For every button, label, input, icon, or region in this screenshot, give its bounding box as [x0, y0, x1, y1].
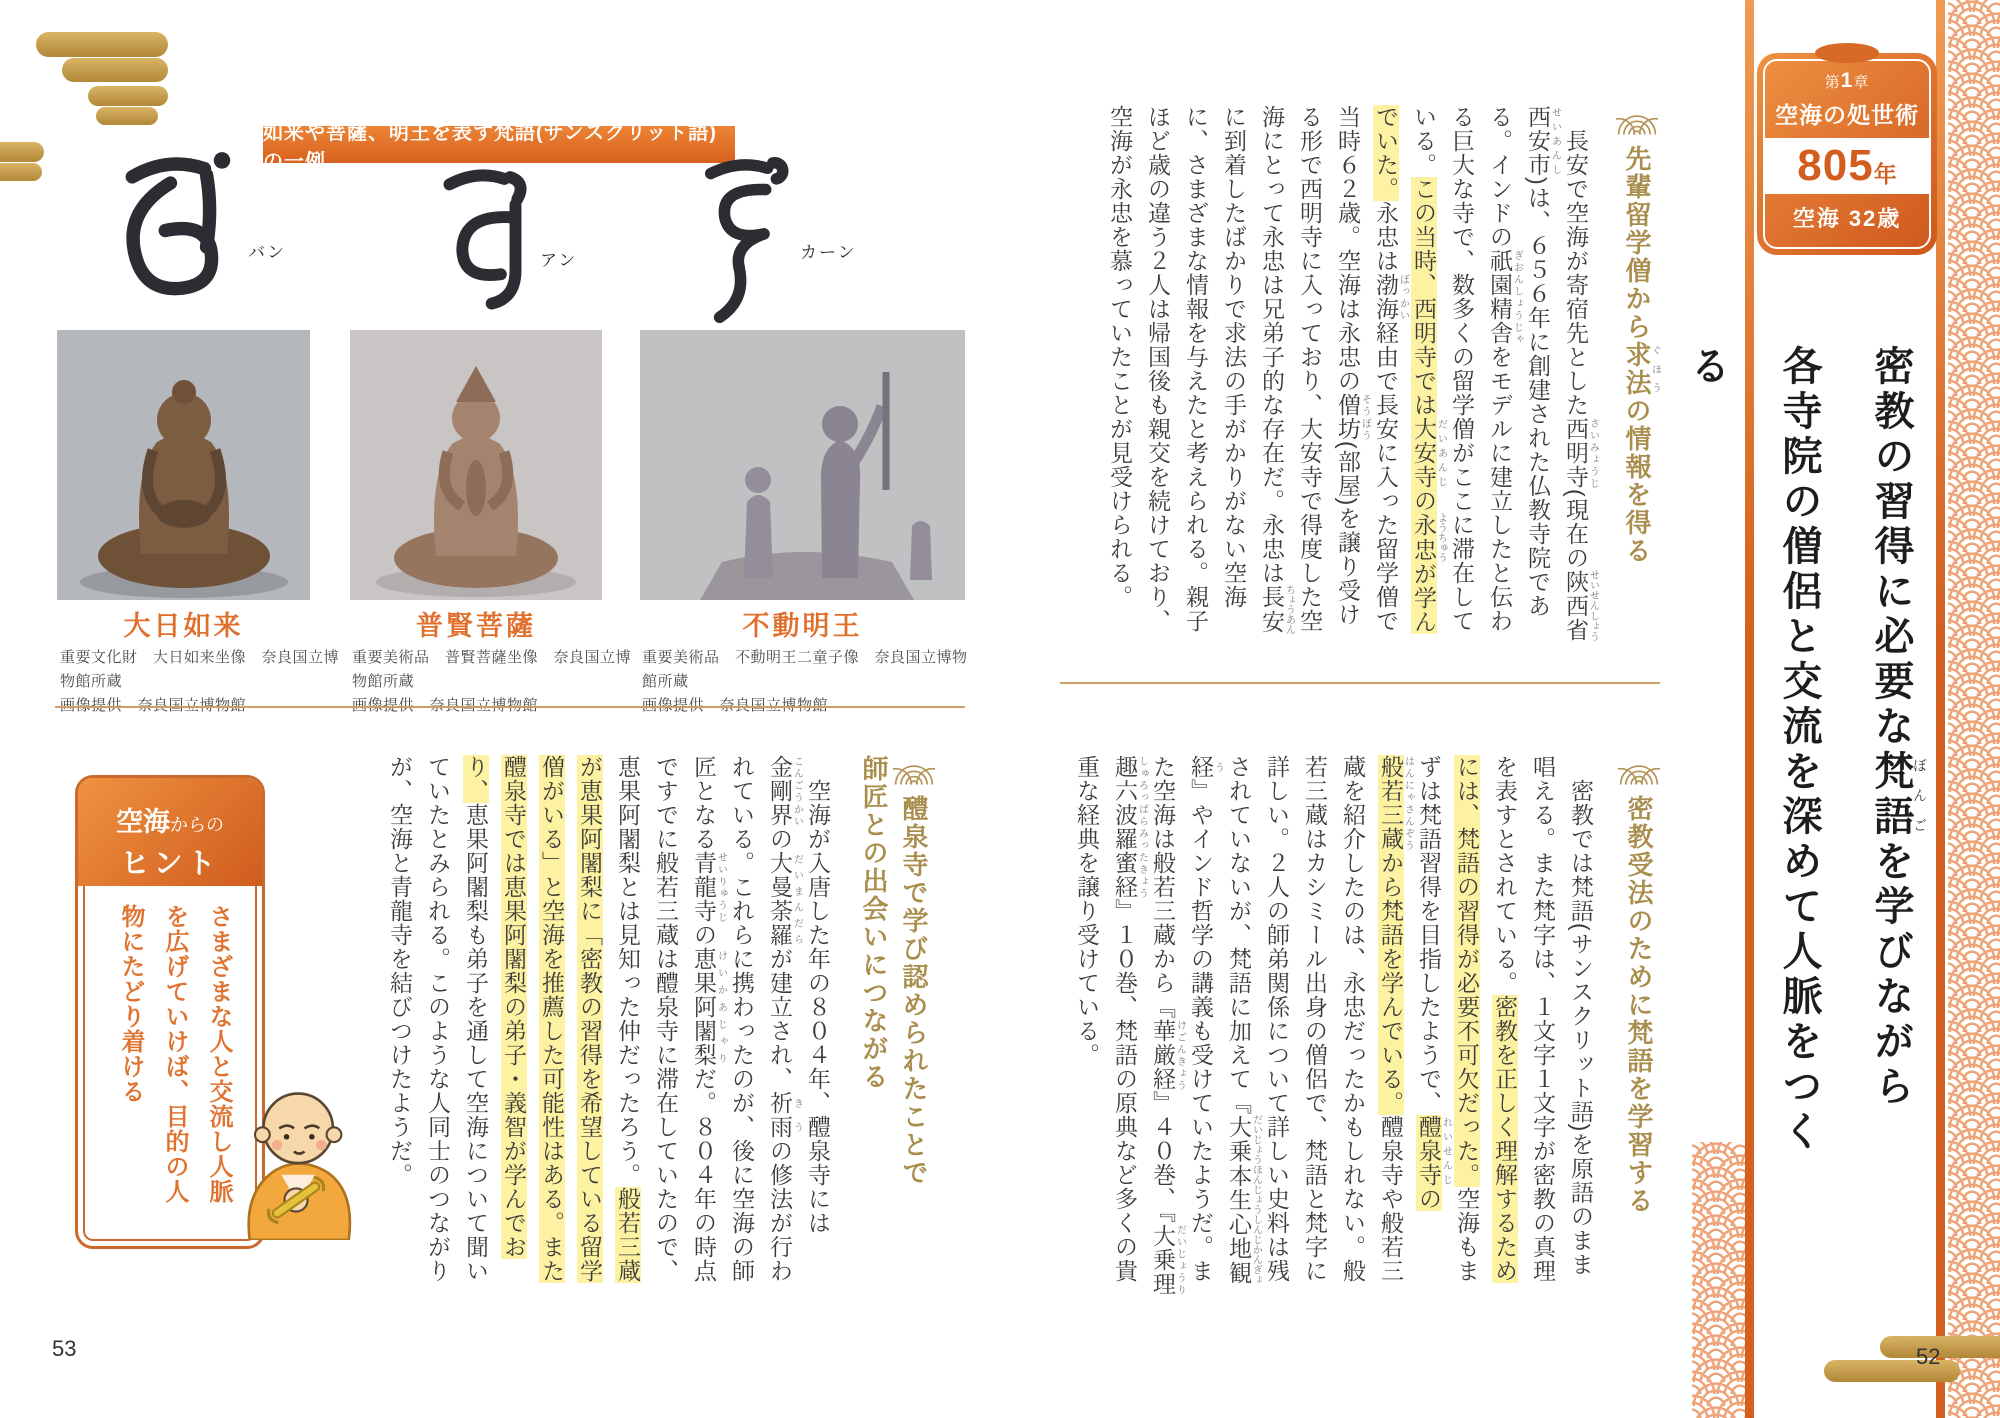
- siddham-character-van: [105, 148, 240, 313]
- section-heading: 密教受法のために梵語を学習する: [1618, 755, 1660, 1300]
- vertical-accent-bar: [1936, 0, 1945, 1418]
- siddham-character-kan: [693, 142, 795, 340]
- fudo-statue-figure: [640, 330, 965, 600]
- hint-title-line2: ヒント: [120, 848, 220, 880]
- seigaiha-wave-icon: [893, 755, 935, 785]
- hint-title-main: 空海: [116, 807, 170, 837]
- chapter-label: 第1章: [1824, 69, 1870, 92]
- statue-name-fudo: 不動明王: [742, 611, 863, 641]
- page-number-left: 53: [52, 1336, 77, 1361]
- monk-illustration: [225, 1082, 365, 1240]
- siddham-character-an: [433, 156, 543, 321]
- statue-photo-fugen-bosatsu: [350, 330, 602, 600]
- statue-name-dainichi: 大日如来: [123, 611, 244, 641]
- hint-message: さまざまな人と交流し人脈を広げていけば、目的の人物にたどり着ける: [117, 904, 232, 1204]
- siddham-reading-label: カーン: [800, 243, 857, 262]
- section-heading: 先輩留学僧から求法ぐほうの情報を得る: [1616, 105, 1660, 650]
- section-body: 密教では梵語(サンスクリット語)を原語のまま唱える。また梵字は、１文字１文字が密教の真理を表すとされている。密教を正しく理解するためには、梵語の習得が必要不可欠だった。空海もまずは梵語習得を目指したようで、醴泉寺れいせんじの般若三蔵はんにゃさんぞうから梵語を学んでいる。醴泉寺や般若三蔵を紹介したのは、永忠だったかもしれない。般若三蔵はカシミール出身の僧侶で、梵語と梵字に詳しい。２人の師弟関係について詳しい史料は残されていないが、梵語に加えて『大乗本生心地観経だいじょうほんじょうしんじかんぎょう』やインド哲学の講義も受けていたようだ。また空海は般若三蔵から『華厳経けごんきょう』４０巻、『大乗理趣六波羅蜜経だいじょうりしゅろっぱらみったきょう』１０巻、梵語の原典など多くの貴重な経典を譲り受けている。: [1074, 755, 1594, 1296]
- wave-pattern-right-edge: [1948, 0, 2000, 1418]
- wave-pattern-bottom: [1692, 1142, 1746, 1418]
- section-body: 空海が入唐した年の８０４年、醴泉寺には金剛界こんごうかいの大曼荼羅だいまんだらが建立され、祈雨きうの修法が行われている。これらに携わったのが、後に空海の師匠となる青龍寺せいりゅうじの恵果阿闍梨けいかあじゃりだ。８０４年の時点ですでに般若三蔵は醴泉寺に滞在していたので、恵果阿闍梨とは見知った仲だったろう。般若三蔵が恵果阿闍梨に「密教の習得を希望している留学僧がいる」と空海を推薦した可能性はある。また醴泉寺では恵果阿闍梨の弟子・義智が学んでおり、恵果阿闍梨も弟子を通して空海について聞いていたとみられる。このような人同士のつながりが、空海と青龍寺を結びつけたようだ。: [387, 755, 831, 1283]
- section-body: 長安で空海が寄宿先とした西明寺さいみょうじ(現在の陝西省せいせんしょう西安市せいあんし)は、６５６年に創建された仏教寺院である。インドの祇園精舎ぎおんしょうじゃをモデルに建立したと伝わる巨大な寺で、数多くの留学僧がここに滞在している。この当時、西明寺では大安寺だいあんじの永忠ようちゅうが学んでいた。永忠は渤海ぼっかい経由で長安に入った留学僧で当時６２歳。空海は永忠の僧坊そうぼう(部屋)を譲り受ける形で西明寺に入っており、大安寺で得度した空海にとって永忠は兄弟子的な存在だ。永忠は長安ちょうあんに到着したばかりで求法の手がかりがない空海に、さまざまな情報を与えたと考えられる。親子ほど歳の違う２人は帰国後も親交を続けており、空海が永忠を慕っていたことが見受けられる。: [1107, 105, 1599, 642]
- main-title: 密教の習得に必要な梵語ぼんごを学びながら 各寺院の僧侶と交流を深めて人脈をつくる: [1685, 345, 1926, 1155]
- year-band: [1764, 138, 1930, 194]
- siddham-reading-label: アン: [540, 251, 578, 270]
- statue-name-fugen: 普賢菩薩: [416, 611, 536, 641]
- fugen-statue-figure: [350, 330, 602, 600]
- section-reisenji: [335, 755, 935, 1300]
- statue-photo-fudo-myoo: [640, 330, 965, 600]
- chapter-badge: [1757, 53, 1937, 255]
- year-number: 805: [1797, 141, 1874, 190]
- statue-photo-dainichi-nyorai: [57, 330, 310, 600]
- photo-credit: 重要美術品 普賢菩薩坐像 奈良国立博物館所蔵: [352, 649, 632, 690]
- photo-credit: 重要文化財 大日如来坐像 奈良国立博物館所蔵: [60, 649, 340, 690]
- siddham-reading-label: バン: [248, 243, 286, 262]
- section-mikkyo-juho: [1060, 755, 1660, 1300]
- hint-box-title: [78, 778, 262, 886]
- section-senpai-ryugakuso: [1060, 105, 1660, 650]
- photo-credit: 重要美術品 不動明王二童子像 奈良国立博物館所蔵: [642, 649, 968, 690]
- hint-title-sub: からの: [170, 815, 224, 835]
- seigaiha-wave-icon: [1618, 755, 1660, 785]
- page-number-right: 52: [1916, 1344, 1941, 1369]
- section-divider: [1060, 682, 1660, 684]
- example-header: 如来や菩薩、明王を表す梵語(サンスクリット語)の一例: [263, 126, 735, 163]
- kukai-age-label: 空海 32歳: [1792, 206, 1902, 231]
- year-unit: 年: [1873, 160, 1897, 187]
- dainichi-statue-figure: [57, 330, 310, 600]
- section-divider: [55, 706, 965, 708]
- chapter-series-title: 空海の処世術: [1775, 102, 1919, 128]
- seigaiha-wave-icon: [1616, 105, 1658, 135]
- section-heading: 醴泉寺で学び認められたことで 師匠との出会いにつながる: [855, 755, 935, 1300]
